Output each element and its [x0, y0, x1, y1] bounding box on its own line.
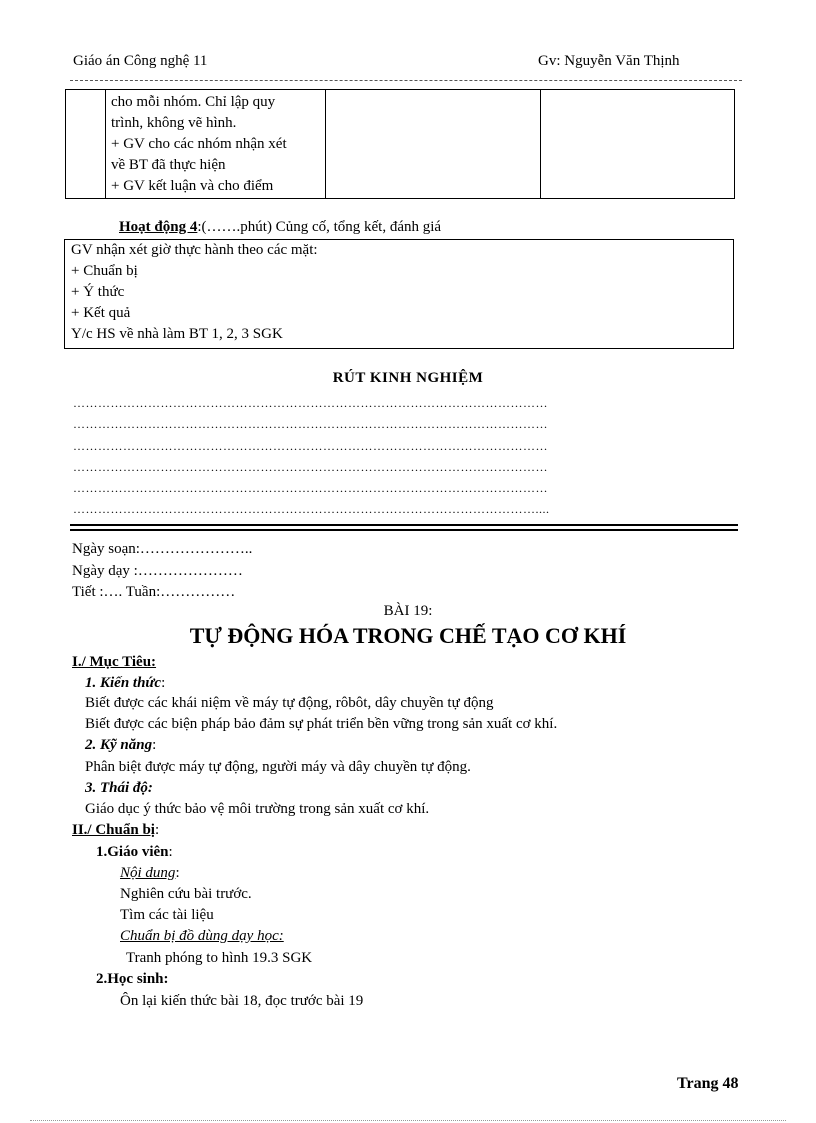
section2-colon: :: [154, 822, 160, 838]
student-line: Ôn lại kiến thức bài 18, đọc trước bài 19: [120, 993, 364, 1009]
dotted-line: ……………………………………………………………………………………………………: [73, 460, 548, 474]
knowledge-line: Biết được các biện pháp bảo đảm sự phát triển bền vững trong sản xuất cơ khí.: [85, 716, 558, 732]
table-column-divider: [105, 90, 106, 198]
knowledge-label: 1. Kiến thức: [85, 675, 162, 691]
knowledge-colon: :: [161, 675, 166, 691]
section1-heading: I./ Mục Tiêu:: [72, 654, 157, 670]
knowledge-heading: [85, 675, 165, 692]
teacher-label: 1.Giáo viên: [96, 844, 169, 860]
lesson-number: BÀI 19:: [383, 603, 433, 619]
tiet-tuan: Tiết :…. Tuần:……………: [72, 584, 236, 600]
table-column-divider: [540, 90, 541, 198]
header-right: Gv: Nguyễn Văn Thịnh: [538, 53, 680, 69]
dotted-line: ……………………………………………………………………………………………………: [73, 417, 548, 431]
page-number: Trang 48: [677, 1075, 739, 1092]
activity4-line: Y/c HS về nhà làm BT 1, 2, 3 SGK: [71, 326, 283, 342]
double-rule-top: [70, 524, 738, 526]
activity4-line: + Kết quả: [71, 305, 131, 321]
content-line: Nghiên cứu bài trước.: [120, 886, 252, 902]
skills-line: Phân biệt được máy tự động, người máy và dây chuyền tự động.: [85, 759, 471, 775]
ngay-day: Ngày dạy :…………………: [72, 563, 243, 579]
dotted-line: ……………………………………………………………………………………………………: [73, 481, 548, 495]
skills-colon: :: [152, 737, 157, 753]
table-cell-line: cho mỗi nhóm. Chỉ lập quy: [111, 94, 276, 110]
content-line: Tìm các tài liệu: [120, 907, 214, 923]
experience-title: RÚT KINH NGHIỆM: [332, 370, 484, 386]
knowledge-line: Biết được các khái niệm về máy tự động, rôbôt, dây chuyền tự động: [85, 695, 494, 711]
attitude-heading: 3. Thái độ:: [85, 780, 153, 796]
activity4-line: GV nhận xét giờ thực hành theo các mặt:: [71, 242, 318, 258]
content-colon: :: [175, 865, 180, 881]
content-heading: [120, 865, 180, 882]
table-cell-text: [111, 92, 287, 197]
activity4-box: [64, 239, 734, 349]
activity4-line: + Ý thức: [71, 284, 125, 300]
activity4-heading: [119, 219, 441, 236]
dotted-line: ……………………………………………………………………………………………………: [73, 396, 548, 410]
section2-heading: [72, 822, 159, 839]
teacher-colon: :: [168, 844, 173, 860]
table-cell-line: + GV kết luận và cho điểm: [111, 178, 274, 194]
table-cell-line: + GV cho các nhóm nhận xét: [111, 136, 287, 152]
skills-heading: [85, 737, 156, 754]
double-rule-bottom: [70, 529, 738, 531]
section2-label: II./ Chuẩn bị: [72, 822, 155, 838]
teacher-heading: [96, 844, 173, 861]
dotted-line: ……………………………………………………………………………………………………: [73, 439, 548, 453]
ngay-soan: Ngày soạn:…………………..: [72, 541, 253, 557]
previous-table-fragment: [65, 89, 735, 199]
header-rule: [70, 80, 742, 81]
activity4-label: Hoạt động 4: [119, 219, 198, 235]
table-cell-line: về BT đã thực hiện: [111, 157, 226, 173]
dotted-line: …………………………………………………………………………………………………....: [73, 502, 550, 516]
footer-rule: [30, 1120, 786, 1121]
tools-heading: Chuẩn bị đồ dùng dạy học:: [120, 928, 284, 944]
student-heading: 2.Học sinh:: [96, 971, 169, 987]
activity4-description: :(…….phút) Củng cố, tổng kết, đánh giá: [197, 219, 442, 235]
table-cell-line: trình, không vẽ hình.: [111, 115, 237, 131]
lesson-title: TỰ ĐỘNG HÓA TRONG CHẾ TẠO CƠ KHÍ: [189, 623, 627, 648]
tools-line: Tranh phóng to hình 19.3 SGK: [126, 950, 313, 966]
attitude-line: Giáo dục ý thức bảo vệ môi trường trong sản xuất cơ khí.: [85, 801, 430, 817]
table-column-divider: [325, 90, 326, 198]
header-left: Giáo án Công nghệ 11: [73, 53, 208, 69]
skills-label: 2. Kỹ năng: [85, 737, 153, 753]
activity4-line: + Chuẩn bị: [71, 263, 138, 279]
content-label: Nội dung: [120, 865, 176, 881]
